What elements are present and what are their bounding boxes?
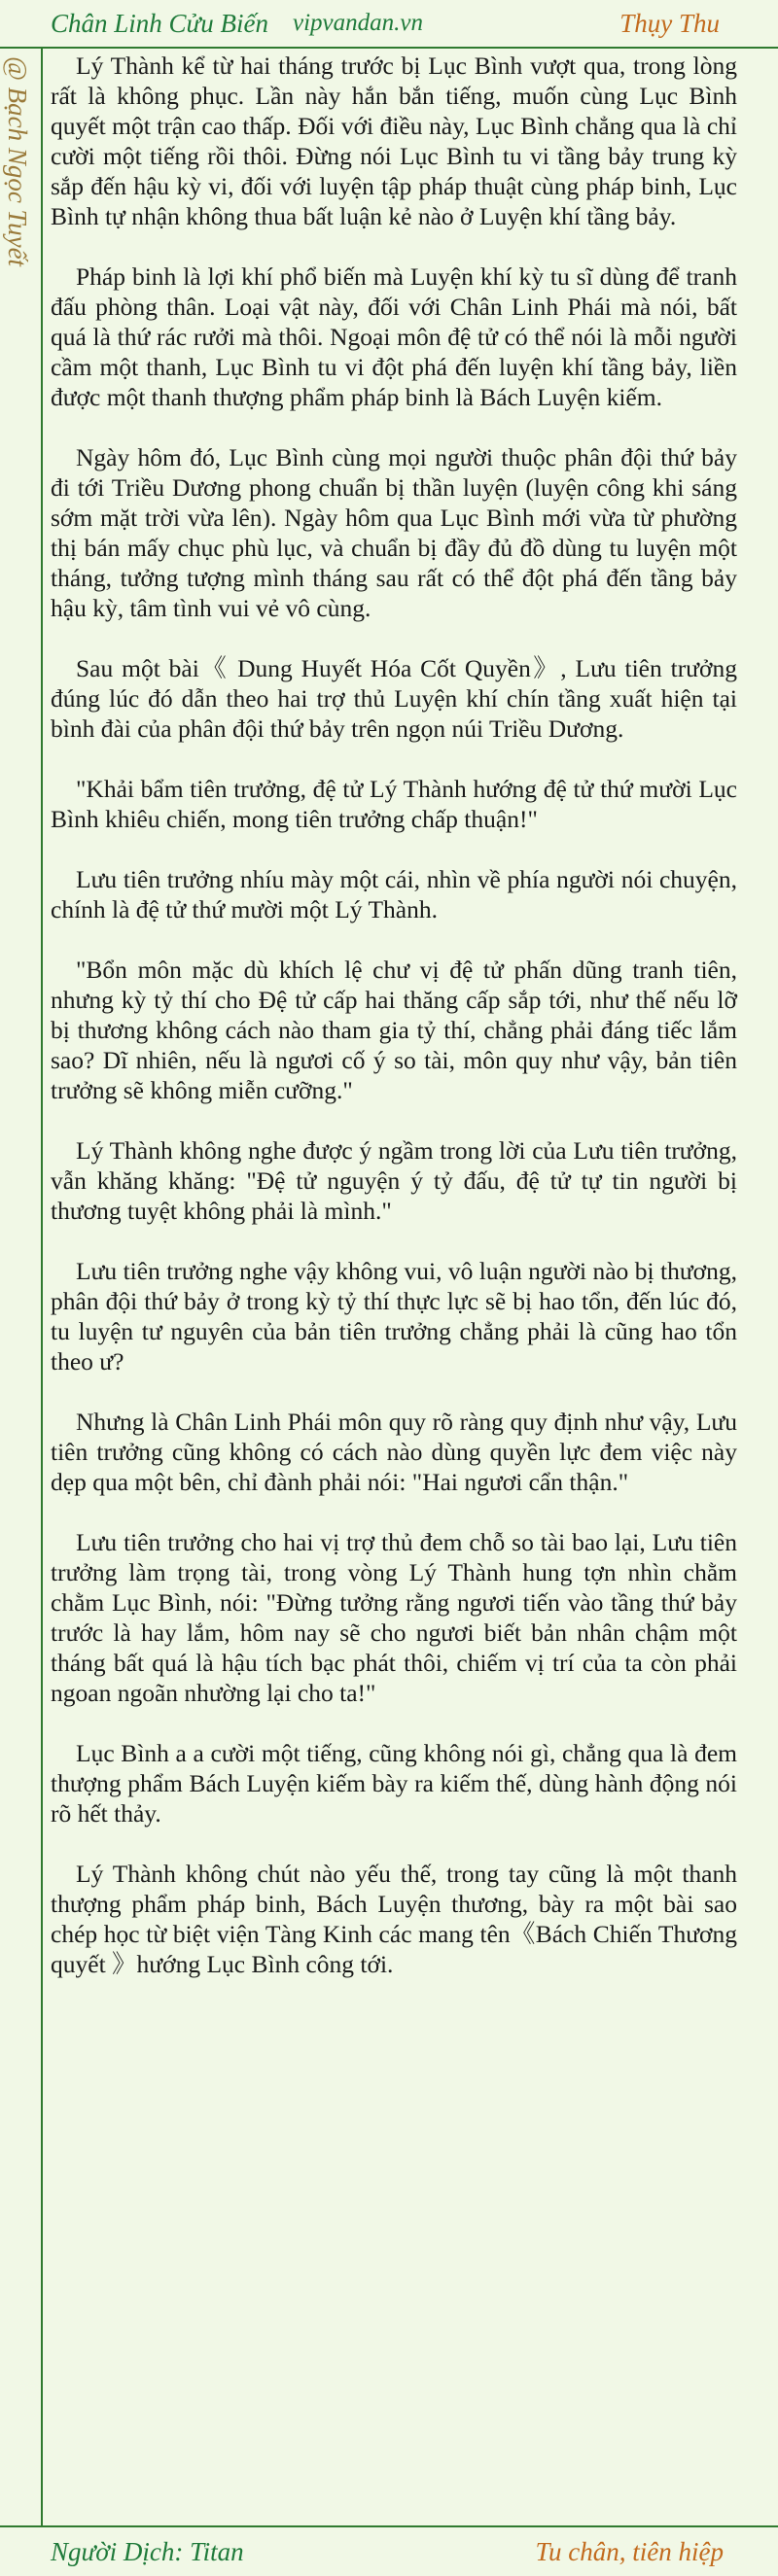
paragraph: Nhưng là Chân Linh Phái môn quy rõ ràng quy định như vậy, Lưu tiên trưởng cũng không có cách nào dùng quyền lực đem việc này dẹp qua một bên, chỉ đành phải nói: "Hai ngươi cẩn thận." [51,1408,737,1496]
paragraph: Lục Bình a a cười một tiếng, cũng không nói gì, chẳng qua là đem thượng phẩm Bách Luyện kiếm bày ra kiếm thế, dùng hành động nói rõ hết thảy. [51,1739,737,1828]
side-margin [0,49,43,2525]
paragraph: Lý Thành kể từ hai tháng trước bị Lục Bình vượt qua, trong lòng rất là không phục. Lần này hắn bắn tiếng, muốn cùng Lục Bình quyết một trận cao thấp. Đối với điều này, Lục Bình chẳng qua là chỉ cười một tiếng rồi thôi. Đừng nói Lục Bình tu vi tầng bảy trung kỳ sắp đến hậu kỳ vi, đối với luyện tập pháp thuật cùng pháp binh, Lục Bình tự nhận không thua bất luận kẻ nào ở Luyện khí tầng bảy. [51,52,737,230]
book-title: Chân Linh Cửu Biến [51,9,268,38]
paragraph: Lý Thành không nghe được ý ngầm trong lời của Lưu tiên trưởng, vẫn khăng khăng: "Đệ tử nguyện ý tỷ đấu, đệ tử tự tin người bị thương tuyệt không phải là mình." [51,1136,737,1225]
paragraph: Sau một bài《 Dung Huyết Hóa Cốt Quyền》, Lưu tiên trưởng đúng lúc đó dẫn theo hai trợ thủ Luyện khí chín tầng xuất hiện tại bình đài của phân đội thứ bảy trên ngọn núi Triều Dương. [51,654,737,743]
paragraph: Lưu tiên trưởng nghe vậy không vui, vô luận người nào bị thương, phân đội thứ bảy ở trong kỳ tỷ thí thực lực sẽ bị hao tổn, đến lúc đó, tu luyện tư nguyên của bản tiên trưởng chẳng phải là cũng hao tổn theo ư? [51,1257,737,1375]
paragraph: Pháp binh là lợi khí phổ biến mà Luyện khí kỳ tu sĩ dùng để tranh đấu phòng thân. Loại vật này, đối với Chân Linh Phái mà nói, bất quá là thứ rác rưởi mà thôi. Ngoại môn đệ tử có thể nói là mỗi người cầm một thanh, Lục Bình tu vi đột phá đến luyện khí tầng bảy, liền được một thanh thượng phẩm pháp binh là Bách Luyện kiếm. [51,262,737,411]
paragraph: Lưu tiên trưởng cho hai vị trợ thủ đem chỗ so tài bao lại, Lưu tiên trưởng làm trọng tài, trong vòng Lý Thành hung tợn nhìn chằm chằm Lục Bình, nói: "Đừng tưởng rằng ngươi tiến vào tầng thứ bảy trước là hay lắm, hôm nay sẽ cho ngươi biết bản nhân chậm một tháng bất quá là hậu tích bạc phát thôi, chiếm vị trí của ta còn phải ngoan ngoãn nhường lại cho ta!" [51,1528,737,1707]
page-header [0,0,778,49]
translator-credit: Người Dịch: Titan [51,2537,244,2566]
paragraph: "Khải bẩm tiên trưởng, đệ tử Lý Thành hướng đệ tử thứ mười Lục Bình khiêu chiến, mong tiên trưởng chấp thuận!" [51,775,737,833]
site-name: vipvandan.vn [293,10,423,36]
paragraph: Ngày hôm đó, Lục Bình cùng mọi người thuộc phân đội thứ bảy đi tới Triều Dương phong chuẩn bị thần luyện (luyện công khi sáng sớm mặt trời vừa lên). Ngày hôm qua Lục Bình mới vừa từ phường thị bán mấy chục phù lục, và chuẩn bị đầy đủ đồ dùng tu luyện một tháng, tưởng tượng mình tháng sau rất có thể đột phá đến tầng bảy hậu kỳ, tâm tình vui vẻ vô cùng. [51,443,737,622]
paragraph: Lý Thành không chút nào yếu thế, trong tay cũng là một thanh thượng phẩm pháp binh, Bách Luyện thương, bày ra một bài sao chép học từ biệt viện Tàng Kinh các mang tên《Bách Chiến Thương quyết 》hướng Lục Bình công tới. [51,1860,737,1978]
chapter-text [51,51,737,2009]
paragraph: "Bổn môn mặc dù khích lệ chư vị đệ tử phấn dũng tranh tiên, nhưng kỳ tỷ thí cho Đệ tử cấp hai thăng cấp sắp tới, như thế nếu lỡ bị thương không cách nào tham gia tỷ thí, chẳng phải đáng tiếc lắm sao? Dĩ nhiên, nếu là ngươi cố ý so tài, môn quy như vậy, bản tiên trưởng sẽ không miễn cưỡng." [51,956,737,1104]
paragraph: Lưu tiên trưởng nhíu mày một cái, nhìn về phía người nói chuyện, chính là đệ tử thứ mười một Lý Thành. [51,865,737,923]
page-footer [0,2525,778,2576]
author-name: Thụy Thu [619,9,720,38]
genre-label: Tu chân, tiên hiệp [535,2537,724,2566]
watermark-vertical: @ Bạch Ngọc Tuyết [3,56,32,267]
